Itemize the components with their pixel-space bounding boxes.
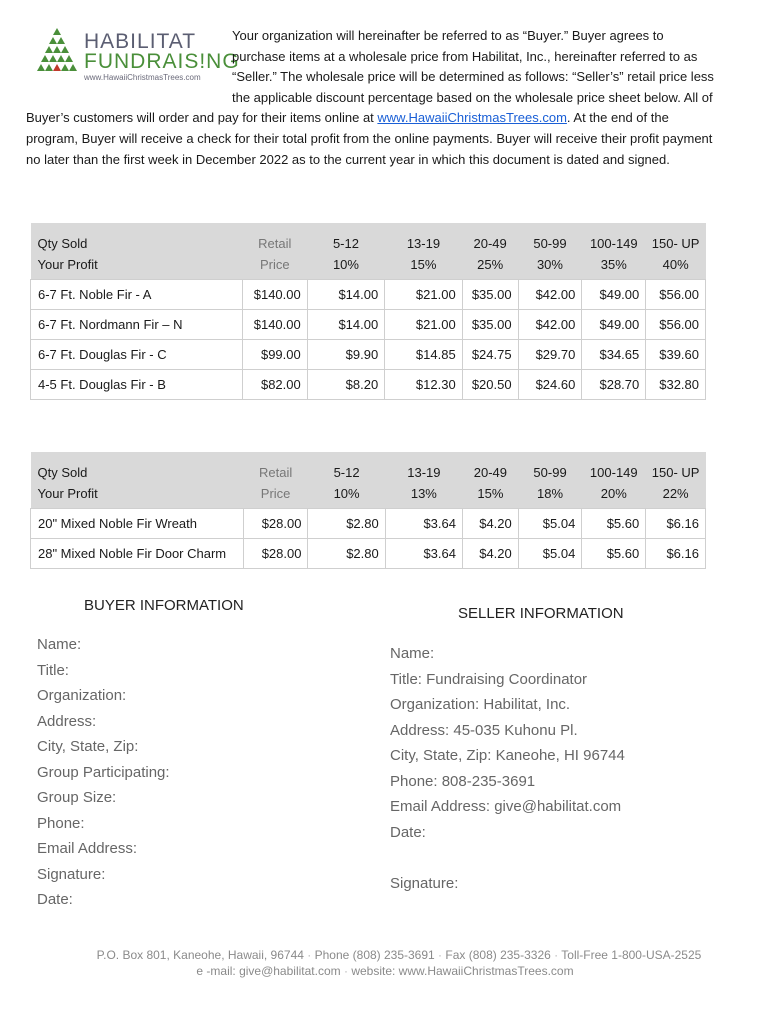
table-header-row — [31, 483, 706, 509]
profit-cell: $3.64 — [385, 539, 462, 569]
buyer-field-email-address: Email Address: — [37, 840, 138, 857]
buyer-information-heading: BUYER INFORMATION — [84, 597, 244, 614]
profit-cell: $42.00 — [518, 310, 582, 340]
profit-cell: $5.60 — [582, 509, 646, 539]
retail-price: $28.00 — [243, 539, 308, 569]
profit-cell: $24.60 — [518, 370, 582, 400]
table-row — [31, 310, 706, 340]
seller-field-date: Date: — [390, 823, 426, 841]
seller-field-address: Address: 45-035 Kuhonu Pl. — [390, 721, 578, 739]
header-percent: 15% — [463, 483, 519, 509]
product-name: 28" Mixed Noble Fir Door Charm — [31, 539, 244, 569]
header-qty-range: 150- UP — [646, 223, 706, 254]
footer-contact — [0, 948, 770, 979]
product-name: 20" Mixed Noble Fir Wreath — [31, 509, 244, 539]
header-percent: 18% — [518, 483, 582, 509]
header-percent: 10% — [307, 254, 384, 280]
header-percent: 13% — [385, 483, 462, 509]
table-row — [31, 280, 706, 310]
profit-cell: $14.00 — [307, 310, 384, 340]
seller-information-heading: SELLER INFORMATION — [458, 605, 624, 622]
profit-cell: $2.80 — [308, 539, 385, 569]
header-percent: 35% — [582, 254, 646, 280]
profit-cell: $21.00 — [385, 310, 462, 340]
header-percent: 22% — [646, 483, 706, 509]
header-qty-range: 100-149 — [582, 223, 646, 254]
retail-price: $82.00 — [242, 370, 307, 400]
profit-cell: $3.64 — [385, 509, 462, 539]
retail-price: $140.00 — [242, 310, 307, 340]
intro-paragraph — [26, 26, 716, 170]
header-percent: 15% — [385, 254, 462, 280]
table-header-row — [31, 452, 706, 483]
profit-cell: $34.65 — [582, 340, 646, 370]
seller-field-organization: Organization: Habilitat, Inc. — [390, 696, 571, 713]
header-qty-sold: Qty Sold — [31, 452, 244, 483]
footer-address: P.O. Box 801, Kaneohe, Hawaii, 96744 — [96, 948, 304, 962]
buyer-field-address: Address: — [37, 712, 97, 730]
buyer-field-phone: Phone: — [37, 814, 85, 832]
seller-field-email-address: Email Address: give@habilitat.com — [390, 798, 622, 815]
buyer-field-group-participating: Group Participating: — [37, 763, 170, 781]
seller-field-title: Title: Fundraising Coordinator — [390, 670, 588, 688]
profit-cell: $49.00 — [582, 280, 646, 310]
header-qty-range: 50-99 — [518, 452, 582, 483]
footer-line-2: e -mail: give@habilitat.com · website: www.HawaiiChristmasTrees.com — [196, 963, 574, 978]
product-name: 6-7 Ft. Douglas Fir - C — [31, 340, 243, 370]
profit-cell: $6.16 — [646, 539, 706, 569]
header-your-profit: Your Profit — [31, 254, 243, 280]
product-name: 6-7 Ft. Nordmann Fir – N — [31, 310, 243, 340]
header-qty-range: 5-12 — [308, 452, 385, 483]
wreath-price-table — [30, 452, 706, 569]
intro-text: Your organization will hereinafter be referred to as “Buyer.” Buyer agrees to purchase items at a wholesale price from Habilitat, Inc., hereinafter referred to as “Seller.” The wholesale price will be determined as follows: “Seller’s” retail price less the applicable discount percentage based on the wholesale price sheet below. All of Buyer’s customers will order and pay for their items online at — [26, 28, 714, 126]
table-header-row — [31, 254, 706, 280]
buyer-information-fields — [37, 632, 170, 913]
profit-cell: $24.75 — [462, 340, 518, 370]
header-qty-range: 20-49 — [463, 452, 519, 483]
buyer-field-organization: Organization: — [37, 687, 127, 704]
profit-cell: $5.04 — [518, 509, 582, 539]
profit-cell: $5.60 — [582, 539, 646, 569]
footer-email: e -mail: give@habilitat.com — [196, 963, 341, 978]
header-qty-range: 5-12 — [307, 223, 384, 254]
header-your-profit: Your Profit — [31, 483, 244, 509]
header-qty-range: 50-99 — [518, 223, 582, 254]
profit-cell: $49.00 — [582, 310, 646, 340]
logo-text-website: www.HawaiiChristmasTrees.com — [84, 73, 201, 82]
seller-information-fields — [390, 641, 625, 845]
website-link[interactable]: www.HawaiiChristmasTrees.com — [377, 110, 567, 126]
header-qty-range: 150- UP — [646, 452, 706, 483]
profit-cell: $56.00 — [646, 280, 706, 310]
seller-field-phone: Phone: 808-235-3691 — [390, 772, 536, 790]
profit-cell: $2.80 — [308, 509, 385, 539]
profit-cell: $12.30 — [385, 370, 462, 400]
profit-cell: $14.85 — [385, 340, 462, 370]
profit-cell: $21.00 — [385, 280, 462, 310]
buyer-field-date: Date: — [37, 891, 73, 908]
footer-phone: Phone (808) 235-3691 — [314, 948, 435, 962]
profit-cell: $35.00 — [462, 280, 518, 310]
header-percent: 30% — [518, 254, 582, 280]
product-name: 6-7 Ft. Noble Fir - A — [31, 280, 243, 310]
footer-fax: Fax (808) 235-3326 — [445, 948, 551, 962]
profit-cell: $20.50 — [462, 370, 518, 400]
buyer-field-group-size: Group Size: — [37, 789, 117, 806]
table-row — [31, 509, 706, 539]
table-row — [31, 539, 706, 569]
header-qty-range: 100-149 — [582, 452, 646, 483]
logo-text-fundraising: FUNDRAIS!NG — [84, 50, 240, 73]
profit-cell: $29.70 — [518, 340, 582, 370]
seller-field-signature: Signature: — [390, 875, 459, 892]
product-name: 4-5 Ft. Douglas Fir - B — [31, 370, 243, 400]
profit-cell: $39.60 — [646, 340, 706, 370]
header-qty-range: 20-49 — [462, 223, 518, 254]
profit-cell: $32.80 — [646, 370, 706, 400]
header-percent: 10% — [308, 483, 385, 509]
profit-cell: $8.20 — [307, 370, 384, 400]
seller-field-city-state-zip: City, State, Zip: Kaneohe, HI 96744 — [390, 747, 625, 764]
table-row — [31, 340, 706, 370]
tree-price-table — [30, 223, 706, 400]
table-row — [31, 370, 706, 400]
intro-text-continued: . At the end of the program, Buyer will receive a check for their total profit from the online payments. Buyer will receive their profit payment no later than the first week in December 2022 as to the current year in which this document is dated and signed. — [26, 110, 713, 167]
profit-cell: $14.00 — [307, 280, 384, 310]
header-retail: Retail — [243, 452, 308, 483]
header-qty-sold: Qty Sold — [31, 223, 243, 254]
buyer-field-signature: Signature: — [37, 865, 106, 883]
header-price: Price — [242, 254, 307, 280]
header-price: Price — [243, 483, 308, 509]
footer-toll-free: Toll-Free 1-800-USA-2525 — [561, 948, 702, 962]
footer-line-1: P.O. Box 801, Kaneohe, Hawaii, 96744 · Phone (808) 235-3691 · Fax (808) 235-3326 · Toll-Free 1-800-USA-2525 — [96, 948, 702, 962]
header-retail: Retail — [242, 223, 307, 254]
header-qty-range: 13-19 — [385, 452, 462, 483]
header-percent: 40% — [646, 254, 706, 280]
profit-cell: $42.00 — [518, 280, 582, 310]
profit-cell: $28.70 — [582, 370, 646, 400]
table-header-row — [31, 223, 706, 254]
buyer-field-title: Title: — [37, 661, 69, 679]
profit-cell: $56.00 — [646, 310, 706, 340]
header-percent: 25% — [462, 254, 518, 280]
footer-website: website: www.HawaiiChristmasTrees.com — [351, 963, 574, 978]
logo-text-habilitat: HABILITAT — [84, 30, 197, 53]
retail-price: $99.00 — [242, 340, 307, 370]
seller-field-name: Name: — [390, 645, 435, 662]
profit-cell: $4.20 — [463, 539, 519, 569]
header-percent: 20% — [582, 483, 646, 509]
profit-cell: $35.00 — [462, 310, 518, 340]
header-qty-range: 13-19 — [385, 223, 462, 254]
profit-cell: $6.16 — [646, 509, 706, 539]
retail-price: $140.00 — [242, 280, 307, 310]
profit-cell: $9.90 — [307, 340, 384, 370]
profit-cell: $4.20 — [463, 509, 519, 539]
buyer-field-name: Name: — [37, 636, 82, 653]
profit-cell: $5.04 — [518, 539, 582, 569]
buyer-field-city-state-zip: City, State, Zip: — [37, 738, 139, 755]
retail-price: $28.00 — [243, 509, 308, 539]
